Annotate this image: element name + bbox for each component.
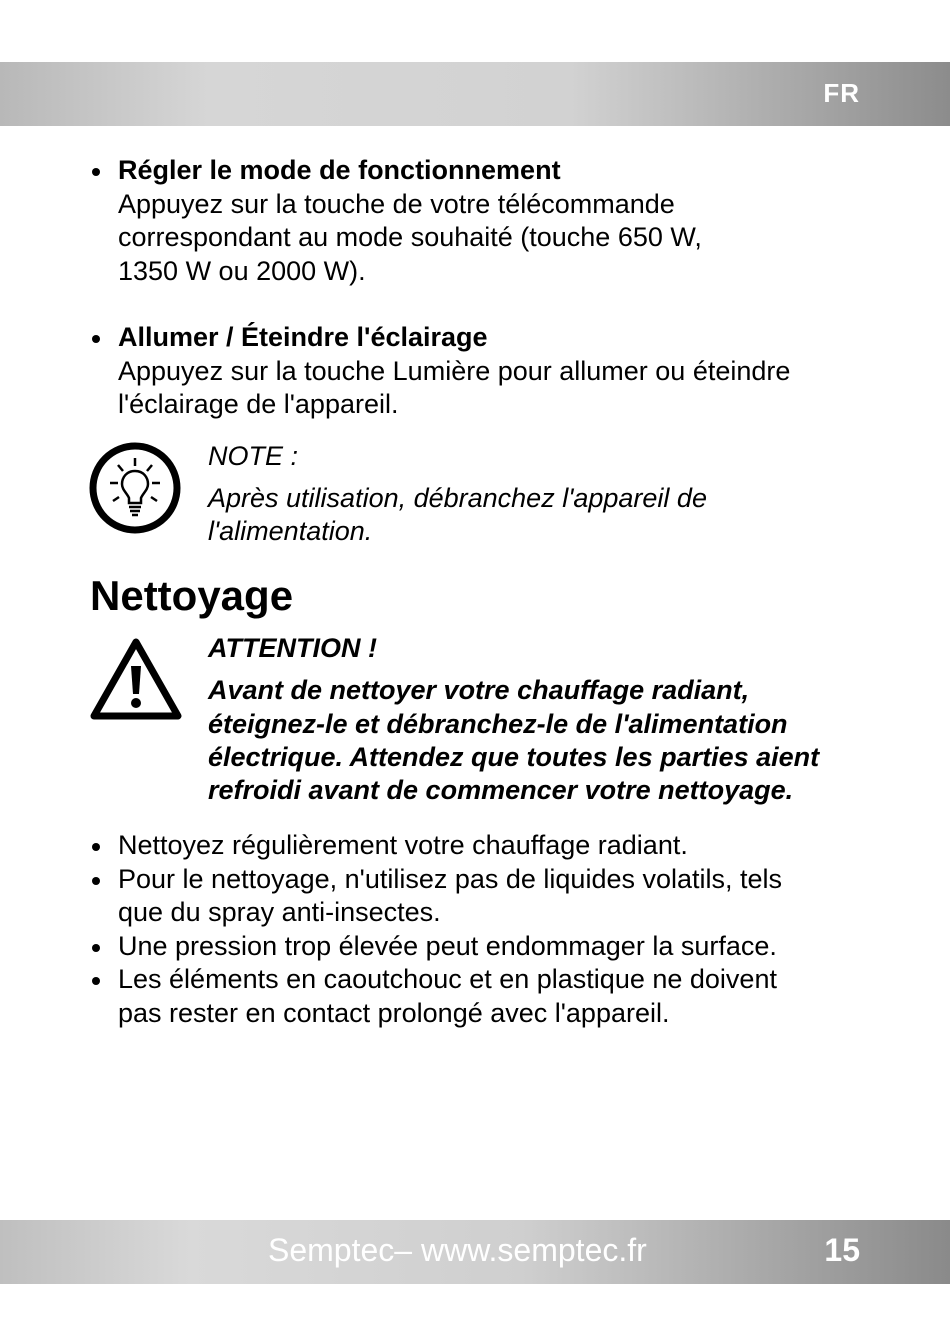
note-label: NOTE :	[208, 441, 299, 471]
bullet-title: Allumer / Éteindre l'éclairage	[118, 322, 488, 352]
bullet-line: Les éléments en caoutchouc et en plastique ne doivent	[118, 964, 777, 994]
bullet-dot	[92, 944, 100, 952]
warning-label: ATTENTION !	[208, 633, 377, 663]
note-line: l'alimentation.	[208, 516, 373, 546]
warning-box	[208, 632, 888, 807]
list-item	[90, 829, 880, 863]
bullet-light	[90, 321, 880, 422]
list-item	[90, 863, 880, 930]
lightbulb-icon	[88, 441, 182, 535]
note-line: Après utilisation, débranchez l'appareil de	[208, 483, 707, 513]
bullet-line: pas rester en contact prolongé avec l'appareil.	[118, 997, 670, 1028]
bullet-line: 1350 W ou 2000 W).	[118, 255, 366, 286]
note-box	[208, 440, 868, 548]
bullet-line: Appuyez sur la touche Lumière pour allumer ou éteindre	[118, 355, 791, 386]
footer-website: Semptec– www.semptec.fr	[268, 1232, 647, 1268]
warning-triangle-icon	[88, 636, 184, 722]
bullet-dot	[92, 843, 100, 851]
bullet-line: que du spray anti-insectes.	[118, 897, 441, 927]
bullet-line: Nettoyez régulièrement votre chauffage radiant.	[118, 830, 688, 860]
cleaning-list	[90, 829, 880, 1030]
footer-band	[0, 1220, 950, 1284]
list-item	[90, 963, 880, 1030]
bullet-dot	[92, 877, 100, 885]
section-title: Nettoyage	[90, 572, 294, 619]
header-band	[0, 62, 950, 126]
language-label: FR	[823, 78, 860, 108]
list-item	[90, 321, 880, 422]
bullet-line: Pour le nettoyage, n'utilisez pas de liquides volatils, tels	[118, 863, 783, 894]
bullet-dot	[92, 335, 100, 343]
list-item	[90, 154, 880, 288]
warning-line: Avant de nettoyer votre chauffage radiant,	[208, 675, 750, 706]
bullet-mode	[90, 154, 880, 288]
warning-line: refroidi avant de commencer votre nettoyage.	[208, 775, 794, 806]
page-number: 15	[824, 1232, 860, 1268]
bullet-dot	[92, 168, 100, 176]
warning-line: éteignez-le et débranchez-le de l'alimentation	[208, 708, 788, 739]
bullet-line: l'éclairage de l'appareil.	[118, 389, 399, 419]
bullet-line: Une pression trop élevée peut endommager la surface.	[118, 930, 777, 961]
warning-line: électrique. Attendez que toutes les parties aient	[208, 741, 820, 772]
list-item	[90, 930, 880, 964]
bullet-line: Appuyez sur la touche de votre télécommande	[118, 188, 675, 219]
bullet-dot	[92, 977, 100, 985]
bullet-title: Régler le mode de fonctionnement	[118, 155, 561, 185]
bullet-line: correspondant au mode souhaité (touche 650 W,	[118, 222, 702, 252]
